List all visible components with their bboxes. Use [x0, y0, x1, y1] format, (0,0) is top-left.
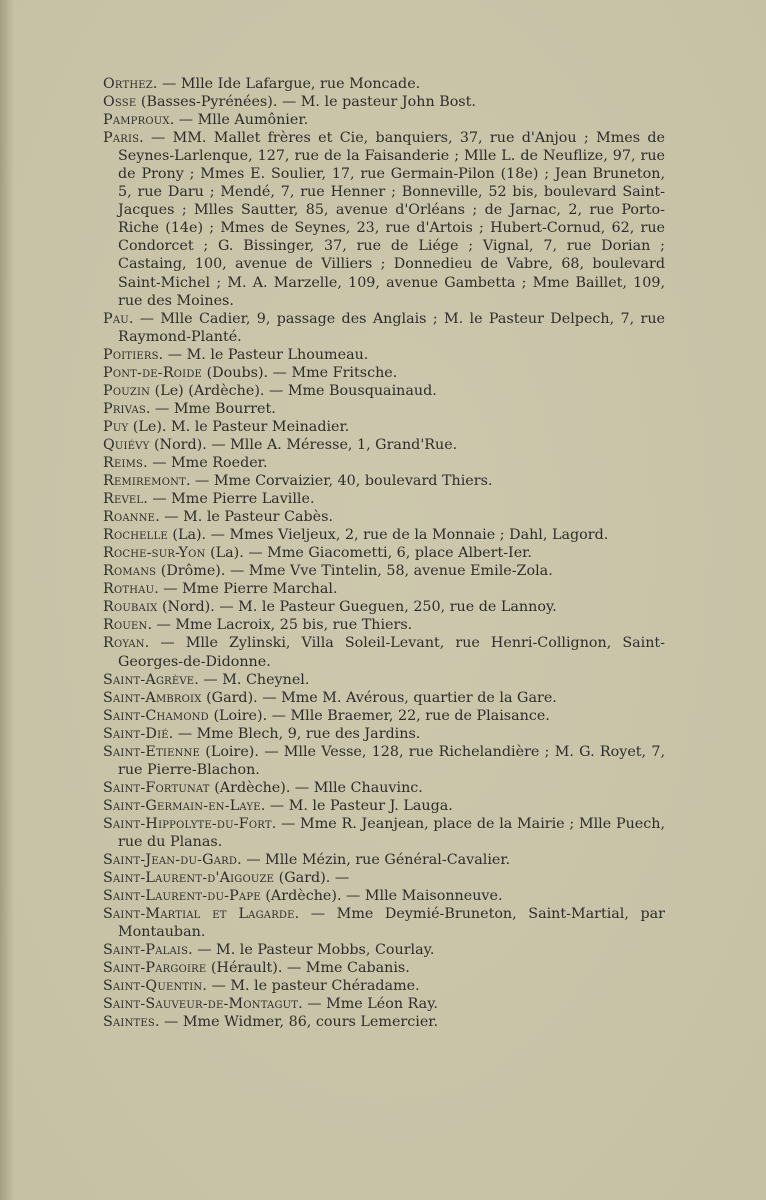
- entry-place: Osse: [103, 94, 137, 111]
- list-entry: [103, 129, 665, 309]
- entry-text: . — Mme Blech, 9, rue des Jardins.: [168, 725, 421, 742]
- list-entry: [103, 75, 665, 93]
- entry-text: . — Mme Pierre Marchal.: [154, 581, 338, 598]
- entry-place: Saint-Chamond: [103, 707, 209, 724]
- entry-text: . — Mme Bourret.: [145, 400, 276, 417]
- list-entry: [103, 779, 665, 797]
- entry-place: Roanne: [103, 509, 156, 526]
- list-entry: [103, 310, 665, 346]
- list-entry: [103, 598, 665, 616]
- entry-text: (Gard). — Mme M. Avérous, quartier de la Gare.: [201, 689, 557, 706]
- list-entry: [103, 941, 665, 959]
- list-entry: [103, 93, 665, 111]
- entry-place: Pau: [103, 310, 129, 327]
- list-entry: [103, 905, 665, 941]
- entry-place: Pamproux: [103, 112, 170, 129]
- entry-text: . — Mlle Zylinski, Villa Soleil-Levant, rue Henri-Collignon, Saint-Georges-de-Didonne.: [118, 635, 665, 670]
- entry-text: . — M. le Pasteur Cabès.: [155, 509, 334, 526]
- list-entry: [103, 869, 665, 887]
- entry-text: (Le) (Ardèche). — Mme Bousquainaud.: [150, 382, 437, 399]
- entry-text: (Nord). — M. le Pasteur Gueguen, 250, rue de Lannoy.: [157, 599, 557, 616]
- entry-place: Orthez: [103, 76, 153, 92]
- entry-place: Saint-Fortunat: [103, 779, 210, 796]
- entry-text: . — Mme Roeder.: [143, 454, 268, 471]
- entry-place: Saint-Laurent-d'Aigouze: [103, 870, 275, 887]
- entry-text: . — Mme Deymié-Bruneton, Saint-Martial, par Montauban.: [118, 906, 666, 941]
- list-entry: [103, 887, 665, 905]
- entry-place: Rothau: [103, 581, 155, 598]
- entry-text: (Loire). — Mlle Braemer, 22, rue de Plaisance.: [208, 707, 550, 724]
- list-entry: [103, 400, 665, 418]
- list-entry: [103, 797, 665, 815]
- entry-place: Pouzin: [103, 382, 151, 399]
- entry-text: . — Mlle Cadier, 9, passage des Anglais ; M. le Pasteur Delpech, 7, rue Raymond-Planté.: [118, 310, 665, 345]
- page-binding-shadow: [0, 0, 14, 1200]
- entry-text: . — M. le Pasteur J. Lauga.: [260, 797, 453, 814]
- list-entry: [103, 111, 665, 129]
- list-entry: [103, 815, 665, 851]
- entry-text: . — Mme Corvaizier, 40, boulevard Thiers.: [185, 473, 493, 490]
- entry-place: Saint-Hippolyte-du-Fort: [103, 815, 272, 832]
- list-entry: [103, 472, 665, 490]
- entry-place: Reims: [103, 454, 144, 471]
- entry-place: Quiévy: [103, 436, 150, 453]
- entry-place: Saint-Laurent-du-Pape: [103, 888, 261, 905]
- list-entry: [103, 562, 665, 580]
- entry-text: . — Mlle Ide Lafargue, rue Moncade.: [152, 76, 421, 92]
- list-entry: [103, 959, 665, 977]
- entry-place: Remiremont: [103, 473, 186, 490]
- entry-place: Saint-Agrève: [103, 671, 195, 688]
- list-entry: [103, 418, 665, 436]
- list-entry: [103, 346, 665, 364]
- entry-place: Roubaix: [103, 599, 158, 616]
- list-entry: [103, 671, 665, 689]
- list-entry: [103, 995, 665, 1013]
- entry-place: Roche-sur-Yon: [103, 545, 206, 562]
- entry-text: . — Mlle Aumônier.: [169, 112, 309, 129]
- entry-text: (Nord). — Mlle A. Méresse, 1, Grand'Rue.: [149, 436, 458, 453]
- entry-place: Revel: [103, 491, 144, 508]
- entry-place: Saint-Ambroix: [103, 689, 202, 706]
- entry-text: (Hérault). — Mme Cabanis.: [206, 960, 410, 977]
- list-entry: [103, 725, 665, 743]
- entry-place: Puy: [103, 418, 129, 435]
- entry-text: . — Mme Léon Ray.: [298, 996, 438, 1013]
- entry-text: (Ardèche). — Mlle Chauvinc.: [209, 779, 423, 796]
- list-entry: [103, 490, 665, 508]
- entry-place: Pont-de-Roide: [103, 364, 203, 381]
- entry-place: Poitiers: [103, 346, 159, 363]
- entry-text: (Le). M. le Pasteur Meinadier.: [128, 418, 350, 435]
- entry-place: Paris: [103, 130, 140, 147]
- list-entry: [103, 364, 665, 382]
- entry-text: . — Mme Pierre Laville.: [143, 491, 315, 508]
- entry-place: Saint-Sauveur-de-Montagut: [103, 996, 299, 1013]
- entry-text: . — M. le Pasteur Mobbs, Courlay.: [188, 942, 435, 959]
- list-entry: [103, 634, 665, 670]
- entry-text: (Doubs). — Mme Fritsche.: [202, 364, 398, 381]
- entry-text: . — MM. Mallet frères et Cie, banquiers, 37, rue d'Anjou ; Mmes de Seynes-Larlenque, 127, rue de la Faisanderie ; Mlle L. de Neuflize, 97, rue de Prony ; Mmes E. Soulier, 17, rue Germain-Pilon (18e) ; Jean Bruneton, 5, rue Daru ; Mendé, 7, rue Henner ; Bonneville, 52 bis, boulevard Saint-Jacques ; Mlles Sautter, 85, avenue d'Orléans ; de Jarnac, 2, rue Porto-Riche (14e) ; Mmes de Seynes, 23, rue d'Artois ; Hubert-Cornud, 62, rue Condorcet ; G. Bissinger, 37, rue de Liége ; Vignal, 7, rue Dorian ; Castaing, 100, avenue de Villiers ; Donnedieu de Vabre, 68, boulevard Saint-Michel ; M. A. Marzelle, 109, avenue Gambetta ; Mme Baillet, 109, rue des Moines.: [118, 130, 665, 309]
- list-entry: [103, 977, 665, 995]
- entry-place: Romans: [103, 563, 157, 580]
- entry-text: (Loire). — Mlle Vesse, 128, rue Richelandière ; M. G. Royet, 7, rue Pierre-Blachon.: [118, 743, 665, 778]
- entry-text: . — M. le pasteur Chéradame.: [202, 978, 420, 995]
- entry-place: Rochelle: [103, 527, 168, 544]
- list-entry: [103, 743, 665, 779]
- entry-place: Rouen: [103, 617, 148, 634]
- list-entry: [103, 616, 665, 634]
- entry-place: Saint-Martial et Lagarde: [103, 906, 295, 923]
- entry-place: Saint-Germain-en-Laye: [103, 797, 261, 814]
- entry-text: (Gard). —: [274, 870, 350, 887]
- entry-place: Royan: [103, 635, 145, 652]
- list-entry: [103, 689, 665, 707]
- entry-place: Saintes: [103, 1014, 155, 1031]
- entry-place: Saint-Dié: [103, 725, 169, 742]
- entry-text: (Ardèche). — Mlle Maisonneuve.: [260, 888, 503, 905]
- list-entry: [103, 382, 665, 400]
- entry-place: Saint-Etienne: [103, 743, 200, 760]
- donor-list: [103, 75, 665, 1031]
- entry-place: Privas: [103, 400, 146, 417]
- list-entry: [103, 544, 665, 562]
- list-entry: [103, 526, 665, 544]
- entry-text: . — Mme R. Jeanjean, place de la Mairie ; Mlle Puech, rue du Planas.: [118, 815, 665, 850]
- entry-place: Saint-Palais: [103, 942, 189, 959]
- entry-text: . — M. le Pasteur Lhoumeau.: [158, 346, 369, 363]
- list-entry: [103, 508, 665, 526]
- list-entry: [103, 1013, 665, 1031]
- entry-text: . — Mme Widmer, 86, cours Lemercier.: [154, 1014, 439, 1031]
- entry-place: Saint-Jean-du-Gard: [103, 852, 238, 869]
- entry-text: . — M. Cheynel.: [194, 671, 310, 688]
- list-entry: [103, 436, 665, 454]
- entry-text: (Basses-Pyrénées). — M. le pasteur John Bost.: [136, 94, 476, 111]
- entry-text: . — Mlle Mézin, rue Général-Cavalier.: [237, 852, 511, 869]
- list-entry: [103, 454, 665, 472]
- list-entry: [103, 580, 665, 598]
- entry-text: (Drôme). — Mme Vve Tintelin, 58, avenue Emile-Zola.: [156, 563, 553, 580]
- entry-text: (La). — Mmes Vieljeux, 2, rue de la Monnaie ; Dahl, Lagord.: [167, 527, 609, 544]
- entry-text: (La). — Mme Giacometti, 6, place Albert-Ier.: [205, 545, 532, 562]
- entry-text: . — Mme Lacroix, 25 bis, rue Thiers.: [147, 617, 413, 634]
- list-entry: [103, 707, 665, 725]
- entry-place: Saint-Pargoire: [103, 960, 207, 977]
- list-entry: [103, 851, 665, 869]
- entry-place: Saint-Quentin: [103, 978, 203, 995]
